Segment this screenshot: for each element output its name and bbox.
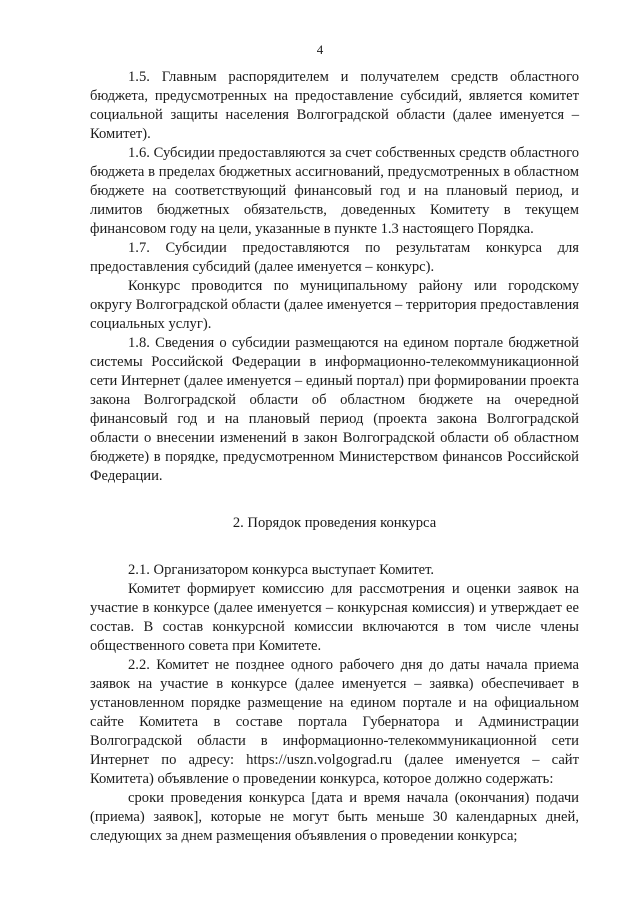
paragraph-competition-territory: Конкурс проводится по муниципальному району или городскому округу Волгоградской области (далее именуется – территория предоставления социальных услуг). <box>90 278 579 332</box>
paragraph-1-8: 1.8. Сведения о субсидии размещаются на едином портале бюджетной системы Российской Федерации в информационно-телекоммуникационной сети Интернет (далее именуется – единый портал) при формировании проекта закона Волгоградской области об областном бюджете на очередной финансовый год и на плановый период (проекта закона Волгоградской области о внесении изменений в закон Волгоградской области об областном бюджете) в порядке, предусмотренном Министерством финансов Российской Федерации. <box>90 335 579 484</box>
paragraph-commission: Комитет формирует комиссию для рассмотрения и оценки заявок на участие в конкурсе (далее именуется – конкурсная комиссия) и утверждает ее состав. В состав конкурсной комиссии включаются в том числе члены общественного совета при Комитете. <box>90 581 579 654</box>
paragraph-2-2: 2.2. Комитет не позднее одного рабочего дня до даты начала приема заявок на участие в конкурсе (далее именуется – заявка) обеспечивает в установленном порядке размещение на едином портале и на официальном сайте Комитета в составе портала Губернатора и Администрации Волгоградской области в информационно-телекоммуникационной сети Интернет по адресу: https://uszn.volgograd.ru (далее именуется – сайт Комитета) объявление о проведении конкурса, которое должно содержать: <box>90 657 579 787</box>
paragraph-deadlines: сроки проведения конкурса [дата и время начала (окончания) подачи (приема) заявок], которые не могут быть меньше 30 календарных дней, следующих за днем размещения объявления о проведении конкурса; <box>90 790 579 844</box>
paragraph-1-6: 1.6. Субсидии предоставляются за счет собственных средств областного бюджета в пределах бюджетных ассигнований, предусмотренных в областном бюджете на соответствующий финансовый год и на плановый период, и лимитов бюджетных обязательств, доведенных Комитету в текущем финансовом году на цели, указанные в пункте 1.3 настоящего Порядка. <box>90 145 579 237</box>
page-number: 4 <box>316 42 324 57</box>
page-body <box>90 68 579 846</box>
paragraph-1-7: 1.7. Субсидии предоставляются по результатам конкурса для предоставления субсидий (далее именуется – конкурс). <box>90 240 579 275</box>
paragraph-2-1: 2.1. Организатором конкурса выступает Комитет. <box>128 562 435 578</box>
paragraph-1-5: 1.5. Главным распорядителем и получателем средств областного бюджета, предусмотренных на предоставление субсидий, является комитет социальной защиты населения Волгоградской области (далее именуется – Комитет). <box>90 69 579 142</box>
section-heading: 2. Порядок проведения конкурса <box>232 515 437 531</box>
